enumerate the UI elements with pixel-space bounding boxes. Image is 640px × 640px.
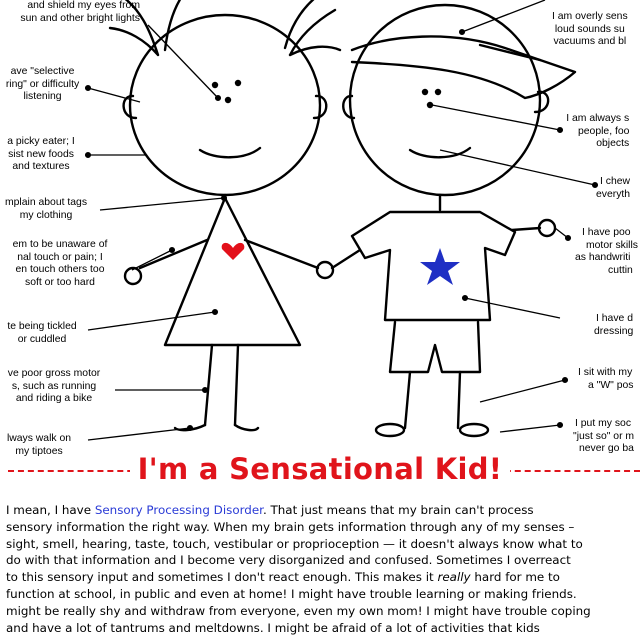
label-line: "just so" or m <box>573 430 635 442</box>
label-line: lways walk on <box>6 433 72 444</box>
label-line: soft or too hard <box>25 276 95 288</box>
label-line: listening <box>23 91 62 103</box>
label-line: I chew <box>600 176 631 187</box>
girl-leg-right <box>235 345 238 425</box>
label-line: as handwriti <box>575 252 631 264</box>
label-line: en touch others too <box>15 264 105 276</box>
label-sun <box>0 0 140 25</box>
label-line: I am always s <box>566 113 630 124</box>
label-line: I have poo <box>582 227 631 238</box>
label-dressing <box>596 313 633 338</box>
label-line: or cuddled <box>17 333 67 345</box>
label-line: motor skills <box>586 239 638 251</box>
boy-cap-line <box>480 45 540 60</box>
girl-leg-left <box>205 345 212 425</box>
girl-hand-right <box>317 262 333 278</box>
label-tags <box>0 197 92 222</box>
girl-pigtail-right <box>285 0 340 55</box>
label-line: em to be unaware of <box>12 239 108 250</box>
label-line: I put my soc <box>575 418 632 429</box>
label-line: and riding a bike <box>15 393 93 405</box>
paragraph-line: do with that information and I become very disorganized and confused. Sometimes I overreact <box>6 553 571 568</box>
page-title: I'm a Sensational Kid! <box>137 452 503 486</box>
girl-foot-right <box>235 425 258 430</box>
label-line: objects <box>596 138 630 150</box>
label-line: ve poor gross motor <box>7 368 101 379</box>
label-line: never go ba <box>579 443 634 455</box>
label-w-sit <box>578 367 634 392</box>
label-picky-eater <box>0 136 82 174</box>
emphasis-word: really <box>437 570 471 585</box>
label-line: I am overly sens <box>552 11 628 22</box>
boy-mouth <box>410 148 470 157</box>
label-line: vacuums and bl <box>553 36 627 48</box>
paragraph-text: I mean, I have <box>6 503 95 517</box>
boy-shorts <box>390 322 480 372</box>
girl-head <box>130 15 320 195</box>
paragraph-line: sight, smell, hearing, taste, touch, vestibular or proprioception — it doesn't always know what to <box>6 536 583 551</box>
boy-leg-left <box>405 372 410 428</box>
paragraph-line: sensory information the right way. When my brain gets information through any of my senses – <box>6 519 575 534</box>
boy-arm-right <box>512 228 540 230</box>
label-smells <box>566 113 629 151</box>
girl-hand-left <box>125 268 141 284</box>
label-gross-motor <box>0 368 108 406</box>
paragraph-text: . That just means that my brain can't process <box>262 503 534 517</box>
paragraph-line: might be really shy and withdraw from everyone, even my own mom! I might have trouble coping <box>6 603 591 618</box>
boy-foot-left <box>376 424 404 436</box>
boy-cap-brim <box>352 36 575 98</box>
label-line: sun and other bright lights <box>20 12 140 24</box>
label-line: mplain about tags <box>4 197 88 208</box>
boy-hand-right <box>539 220 555 236</box>
paragraph-line: and have a lot of tantrums and meltdowns. I might be afraid of a lot of activities that kids <box>6 620 540 635</box>
body-paragraph <box>6 502 640 636</box>
label-line: te being tickled <box>7 321 77 332</box>
label-line: and shield my eyes from <box>27 0 140 11</box>
girl-dress <box>165 198 300 345</box>
label-line: everyth <box>596 188 631 200</box>
heart-icon <box>222 243 245 260</box>
label-line: my tiptoes <box>15 445 63 457</box>
paragraph-line: function at school, in public and even at home! I might have trouble learning or making friends. <box>6 586 577 601</box>
boy-leg-right <box>458 372 460 428</box>
label-line: loud sounds su <box>554 23 625 35</box>
girl-mouth <box>200 148 260 157</box>
label-line: nal touch or pain; I <box>17 251 103 263</box>
label-line: I have d <box>596 313 633 324</box>
label-listening <box>0 66 85 104</box>
boy-arm-left <box>332 250 360 268</box>
label-line: people, foo <box>578 125 630 137</box>
boy-foot-right <box>460 424 488 436</box>
label-touch <box>0 239 120 289</box>
label-tickled <box>0 321 84 346</box>
label-line: sist new foods <box>8 148 74 160</box>
label-line: I sit with my <box>578 367 633 378</box>
paragraph-line <box>6 502 640 519</box>
label-line: cuttin <box>608 264 633 276</box>
star-icon <box>420 248 460 285</box>
label-line: s, such as running <box>11 380 97 392</box>
label-line: ave "selective <box>10 66 75 77</box>
label-chew <box>596 176 631 201</box>
label-socks <box>575 418 634 456</box>
label-line: a picky eater; I <box>7 136 75 147</box>
boy-ear-left <box>343 96 354 118</box>
label-line: and textures <box>12 161 70 173</box>
label-sounds <box>552 11 628 49</box>
label-line: my clothing <box>19 209 73 221</box>
girl-arm-right <box>245 240 318 268</box>
spd-link[interactable]: Sensory Processing Disorder <box>94 503 263 517</box>
label-line: ring" or difficulty <box>5 78 80 90</box>
label-line: dressing <box>594 325 634 337</box>
label-fine-motor <box>575 227 638 277</box>
label-line: a "W" pos <box>588 379 634 391</box>
paragraph-line: to this sensory input and sometimes I don't react enough. This makes it really hard for me to <box>6 570 560 585</box>
